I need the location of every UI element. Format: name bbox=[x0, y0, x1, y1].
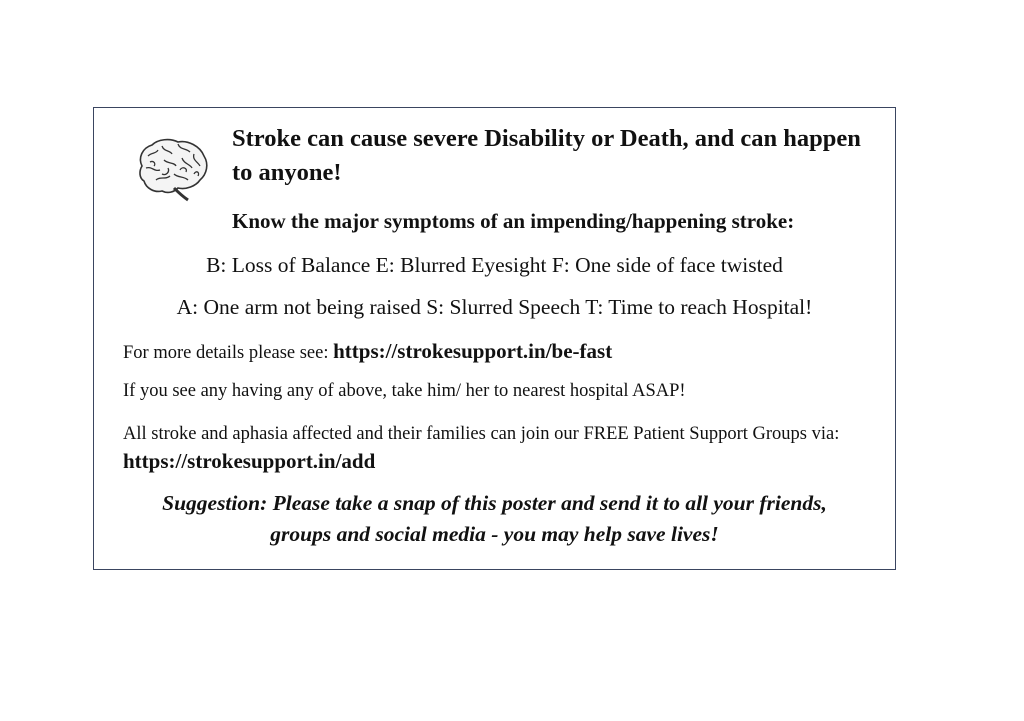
add-link[interactable]: https://strokesupport.in/add bbox=[123, 449, 376, 473]
brain-icon bbox=[134, 136, 210, 202]
symptoms-heading: Know the major symptoms of an impending/happening stroke: bbox=[232, 209, 795, 233]
be-fast-link[interactable]: https://strokesupport.in/be-fast bbox=[333, 339, 613, 363]
hospital-advice: If you see any having any of above, take him/ her to nearest hospital ASAP! bbox=[123, 381, 686, 401]
details-line bbox=[123, 338, 612, 367]
details-prefix: For more details please see: bbox=[123, 343, 334, 363]
suggestion-line-1: Suggestion: Please take a snap of this poster and send it to all your friends, bbox=[162, 491, 827, 515]
support-group-line bbox=[123, 421, 893, 477]
symptoms-line-bef: B: Loss of Balance E: Blurred Eyesight F: One side of face twisted bbox=[206, 253, 783, 277]
symptoms-line-ast: A: One arm not being raised S: Slurred Speech T: Time to reach Hospital! bbox=[176, 295, 813, 319]
support-group-text: All stroke and aphasia affected and their families can join our FREE Patient Support Groups via: bbox=[123, 424, 840, 444]
suggestion-line-2: groups and social media - you may help save lives! bbox=[270, 522, 719, 546]
headline: Stroke can cause severe Disability or Death, and can happen to anyone! bbox=[232, 125, 861, 186]
suggestion bbox=[93, 488, 896, 550]
